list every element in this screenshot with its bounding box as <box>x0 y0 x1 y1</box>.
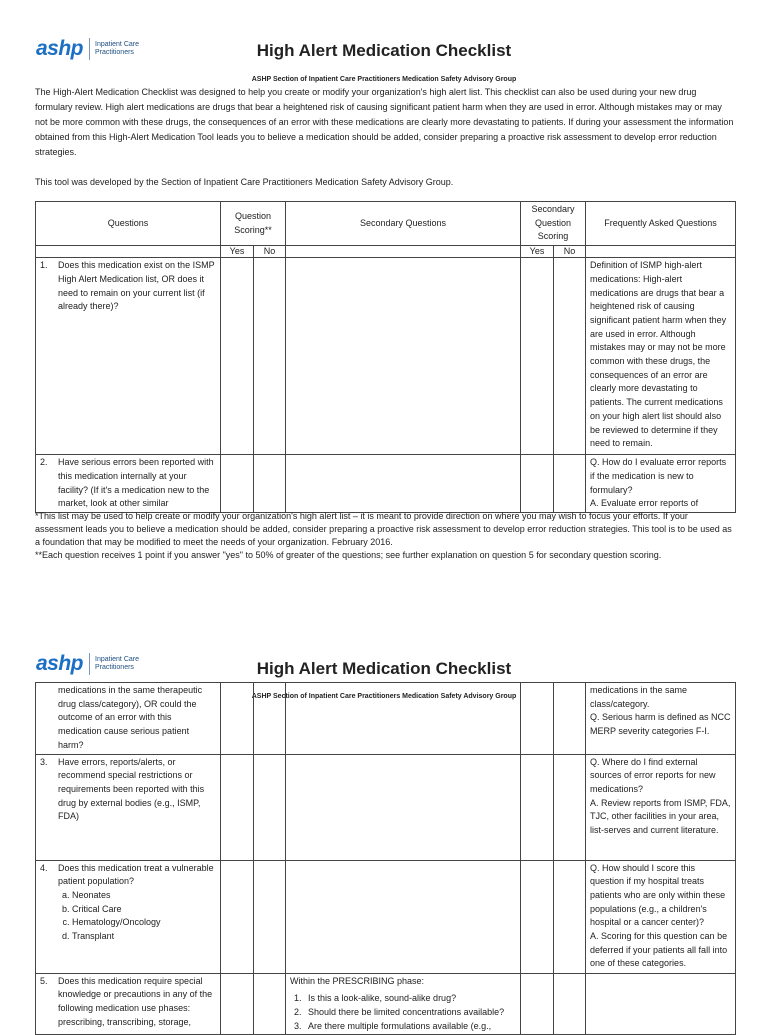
footnotes <box>35 510 735 562</box>
secondary-intro: Within the PRESCRIBING phase: <box>290 975 425 986</box>
page-title: High Alert Medication Checklist <box>256 41 512 60</box>
header-secondary-no: No <box>554 246 586 258</box>
secondary-no-cell[interactable] <box>554 973 586 1035</box>
footnote-1: *This list may be used to help create or modify your organization's high alert list – it is meant to provide direction on where you may wish to focus your efforts. If your assessment leads you to believe a medication should be added, consider preparing a proactive risk assessment to develop error reduction strategies. This tool is to be used as a foundation that may be modified to meet the needs of your organization. February 2016. <box>35 511 732 547</box>
header-question-scoring: Question Scoring** <box>221 202 286 246</box>
no-cell[interactable] <box>254 860 286 973</box>
logo-subtext-line2: Practitioners <box>95 664 134 671</box>
question-text: Have serious errors been reported with this medication internally at your facility? (If it's a medication new to the market, look at other similar <box>58 457 214 509</box>
list-item: 1. Is this a look-alike, sound-alike drug? <box>304 992 516 1006</box>
question-text: Does this medication treat a vulnerable patient population? <box>58 862 214 887</box>
secondary-question-cell <box>286 455 521 513</box>
question-cell <box>36 973 221 1035</box>
subheader-blank <box>36 246 221 258</box>
list-item: c. Hematology/Oncology <box>72 916 216 930</box>
developed-by-note: This tool was developed by the Section of Inpatient Care Practitioners Medication Safety Advisory Group. <box>35 177 454 187</box>
header-questions: Questions <box>36 202 221 246</box>
no-cell[interactable] <box>254 973 286 1035</box>
faq-cell: Q. Where do I find external sources of error reports for new medications? A. Review reports from ISMP, FDA, TJC, other facilities in your area, list-serves and current literature. <box>586 754 736 860</box>
header-secondary-yes: Yes <box>521 246 554 258</box>
list-item: 2. Should there be limited concentrations available? <box>304 1006 516 1020</box>
faq-cell <box>586 973 736 1035</box>
table-row <box>36 754 736 860</box>
secondary-no-cell[interactable] <box>554 455 586 513</box>
question-cell <box>36 860 221 973</box>
list-item: 3. Are there multiple formulations available (e.g., <box>304 1020 516 1034</box>
no-cell[interactable] <box>254 754 286 860</box>
secondary-no-cell[interactable] <box>554 258 586 455</box>
yes-cell[interactable] <box>221 258 254 455</box>
logo-subtext-line1: Inpatient Care <box>95 656 139 663</box>
table-subheader-row <box>36 246 736 258</box>
question-cell <box>36 754 221 860</box>
faq-cell: medications in the same class/category. Q. Serious harm is defined as NCC MERP severity categories F-I. <box>586 683 736 755</box>
faq-cell: Q. How should I score this question if my hospital treats patients who are only within these populations (e.g., a children's hospital or a cancer center)? A. Scoring for this question can be deferred if your patients all fall into one of these categories. <box>586 860 736 973</box>
footnote-2: **Each question receives 1 point if you answer "yes" to 50% of greater of the questions; see further explanation on question 5 for secondary question scoring. <box>35 550 662 560</box>
checklist-table-continued <box>35 682 736 1035</box>
header-no: No <box>254 246 286 258</box>
secondary-question-list <box>290 992 516 1033</box>
secondary-question-cell <box>286 683 521 755</box>
table-header-row <box>36 202 736 246</box>
checklist-table <box>35 201 736 513</box>
question-text: Does this medication exist on the ISMP High Alert Medication list, OR does it need to remain on your current list (if already there)? <box>58 260 215 312</box>
list-item: a. Neonates <box>72 889 216 903</box>
list-item: b. Critical Care <box>72 903 216 917</box>
yes-cell[interactable] <box>221 973 254 1035</box>
table-row <box>36 973 736 1035</box>
question-number: 4. <box>40 862 48 873</box>
no-cell[interactable] <box>254 683 286 755</box>
header-yes: Yes <box>221 246 254 258</box>
header-secondary-scoring: Secondary Question Scoring <box>521 202 586 246</box>
secondary-question-cell <box>286 973 521 1035</box>
question-number: 3. <box>40 756 48 767</box>
subheader-blank <box>586 246 736 258</box>
no-cell[interactable] <box>254 258 286 455</box>
table-row <box>36 860 736 973</box>
secondary-question-cell <box>286 258 521 455</box>
yes-cell[interactable] <box>221 455 254 513</box>
intro-paragraph: The High-Alert Medication Checklist was designed to help you create or modify your organization's high alert list. This checklist can also be used during your new drug formulary review. High alert medications are drugs that bear a heightened risk of causing significant patient harm when they are used in error. Although mistakes may or may not be more common with these drugs, the consequences of an error with these medications are clearly more devastating to patients. If during your assessment the information obtained from this High-Alert Medication Tool leads you to believe a medication should be added, consider preparing a proactive risk assessment to develop error reduction strategies. <box>35 87 734 157</box>
logo-wordmark: ashp <box>36 37 84 60</box>
secondary-no-cell[interactable] <box>554 754 586 860</box>
secondary-no-cell[interactable] <box>554 683 586 755</box>
yes-cell[interactable] <box>221 754 254 860</box>
question-number: 5. <box>40 975 48 986</box>
question-number: 2. <box>40 457 48 468</box>
page-gap <box>0 600 768 622</box>
no-cell[interactable] <box>254 455 286 513</box>
question-cell <box>36 455 221 513</box>
secondary-yes-cell[interactable] <box>521 973 554 1035</box>
question-cell <box>36 683 221 755</box>
table-row <box>36 683 736 755</box>
secondary-yes-cell[interactable] <box>521 754 554 860</box>
subheader-blank <box>286 246 521 258</box>
logo-subtext-line2: Practitioners <box>95 49 134 56</box>
logo-wordmark: ashp <box>36 652 84 675</box>
secondary-yes-cell[interactable] <box>521 455 554 513</box>
header-faq: Frequently Asked Questions <box>586 202 736 246</box>
page-subtitle: ASHP Section of Inpatient Care Practitioners Medication Safety Advisory Group <box>251 76 517 83</box>
yes-cell[interactable] <box>221 860 254 973</box>
faq-cell: Q. How do I evaluate error reports if the medication is new to formulary? A. Evaluate error reports of <box>586 455 736 513</box>
page-title: High Alert Medication Checklist <box>256 659 512 678</box>
table-row <box>36 258 736 455</box>
secondary-yes-cell[interactable] <box>521 860 554 973</box>
page-subtitle: ASHP Section of Inpatient Care Practitioners Medication Safety Advisory Group <box>251 693 517 700</box>
secondary-no-cell[interactable] <box>554 860 586 973</box>
logo-subtext-line1: Inpatient Care <box>95 41 139 48</box>
question-text: medications in the same therapeutic drug class/category), OR could the outcome of an error with this medication cause serious patient harm? <box>58 685 203 750</box>
yes-cell[interactable] <box>221 683 254 755</box>
question-text: Does this medication require special knowledge or precautions in any of the following medication use phases: prescribing, transcribing, storage, <box>58 975 213 1027</box>
question-number: 1. <box>40 260 48 271</box>
secondary-yes-cell[interactable] <box>521 683 554 755</box>
secondary-question-cell <box>286 860 521 973</box>
population-list <box>40 889 216 944</box>
question-text: Have errors, reports/alerts, or recommend special restrictions or requirements been reported with this drug by external bodies (e.g., ISMP, FDA) <box>58 756 205 822</box>
secondary-yes-cell[interactable] <box>521 258 554 455</box>
secondary-question-cell <box>286 754 521 860</box>
faq-cell: Definition of ISMP high-alert medications: High-alert medications are drugs that bear a heightened risk of causing significant patient harm when they are used in error. Although mistakes may or may not be more common with these drugs, the consequences of an error are clearly more devastating to patients. The current medications on your high alert list should also be reviewed to determine if they need to remain. <box>586 258 736 455</box>
header-secondary-questions: Secondary Questions <box>286 202 521 246</box>
table-row <box>36 455 736 513</box>
question-number <box>40 684 58 753</box>
question-cell <box>36 258 221 455</box>
list-item: d. Transplant <box>72 930 216 944</box>
